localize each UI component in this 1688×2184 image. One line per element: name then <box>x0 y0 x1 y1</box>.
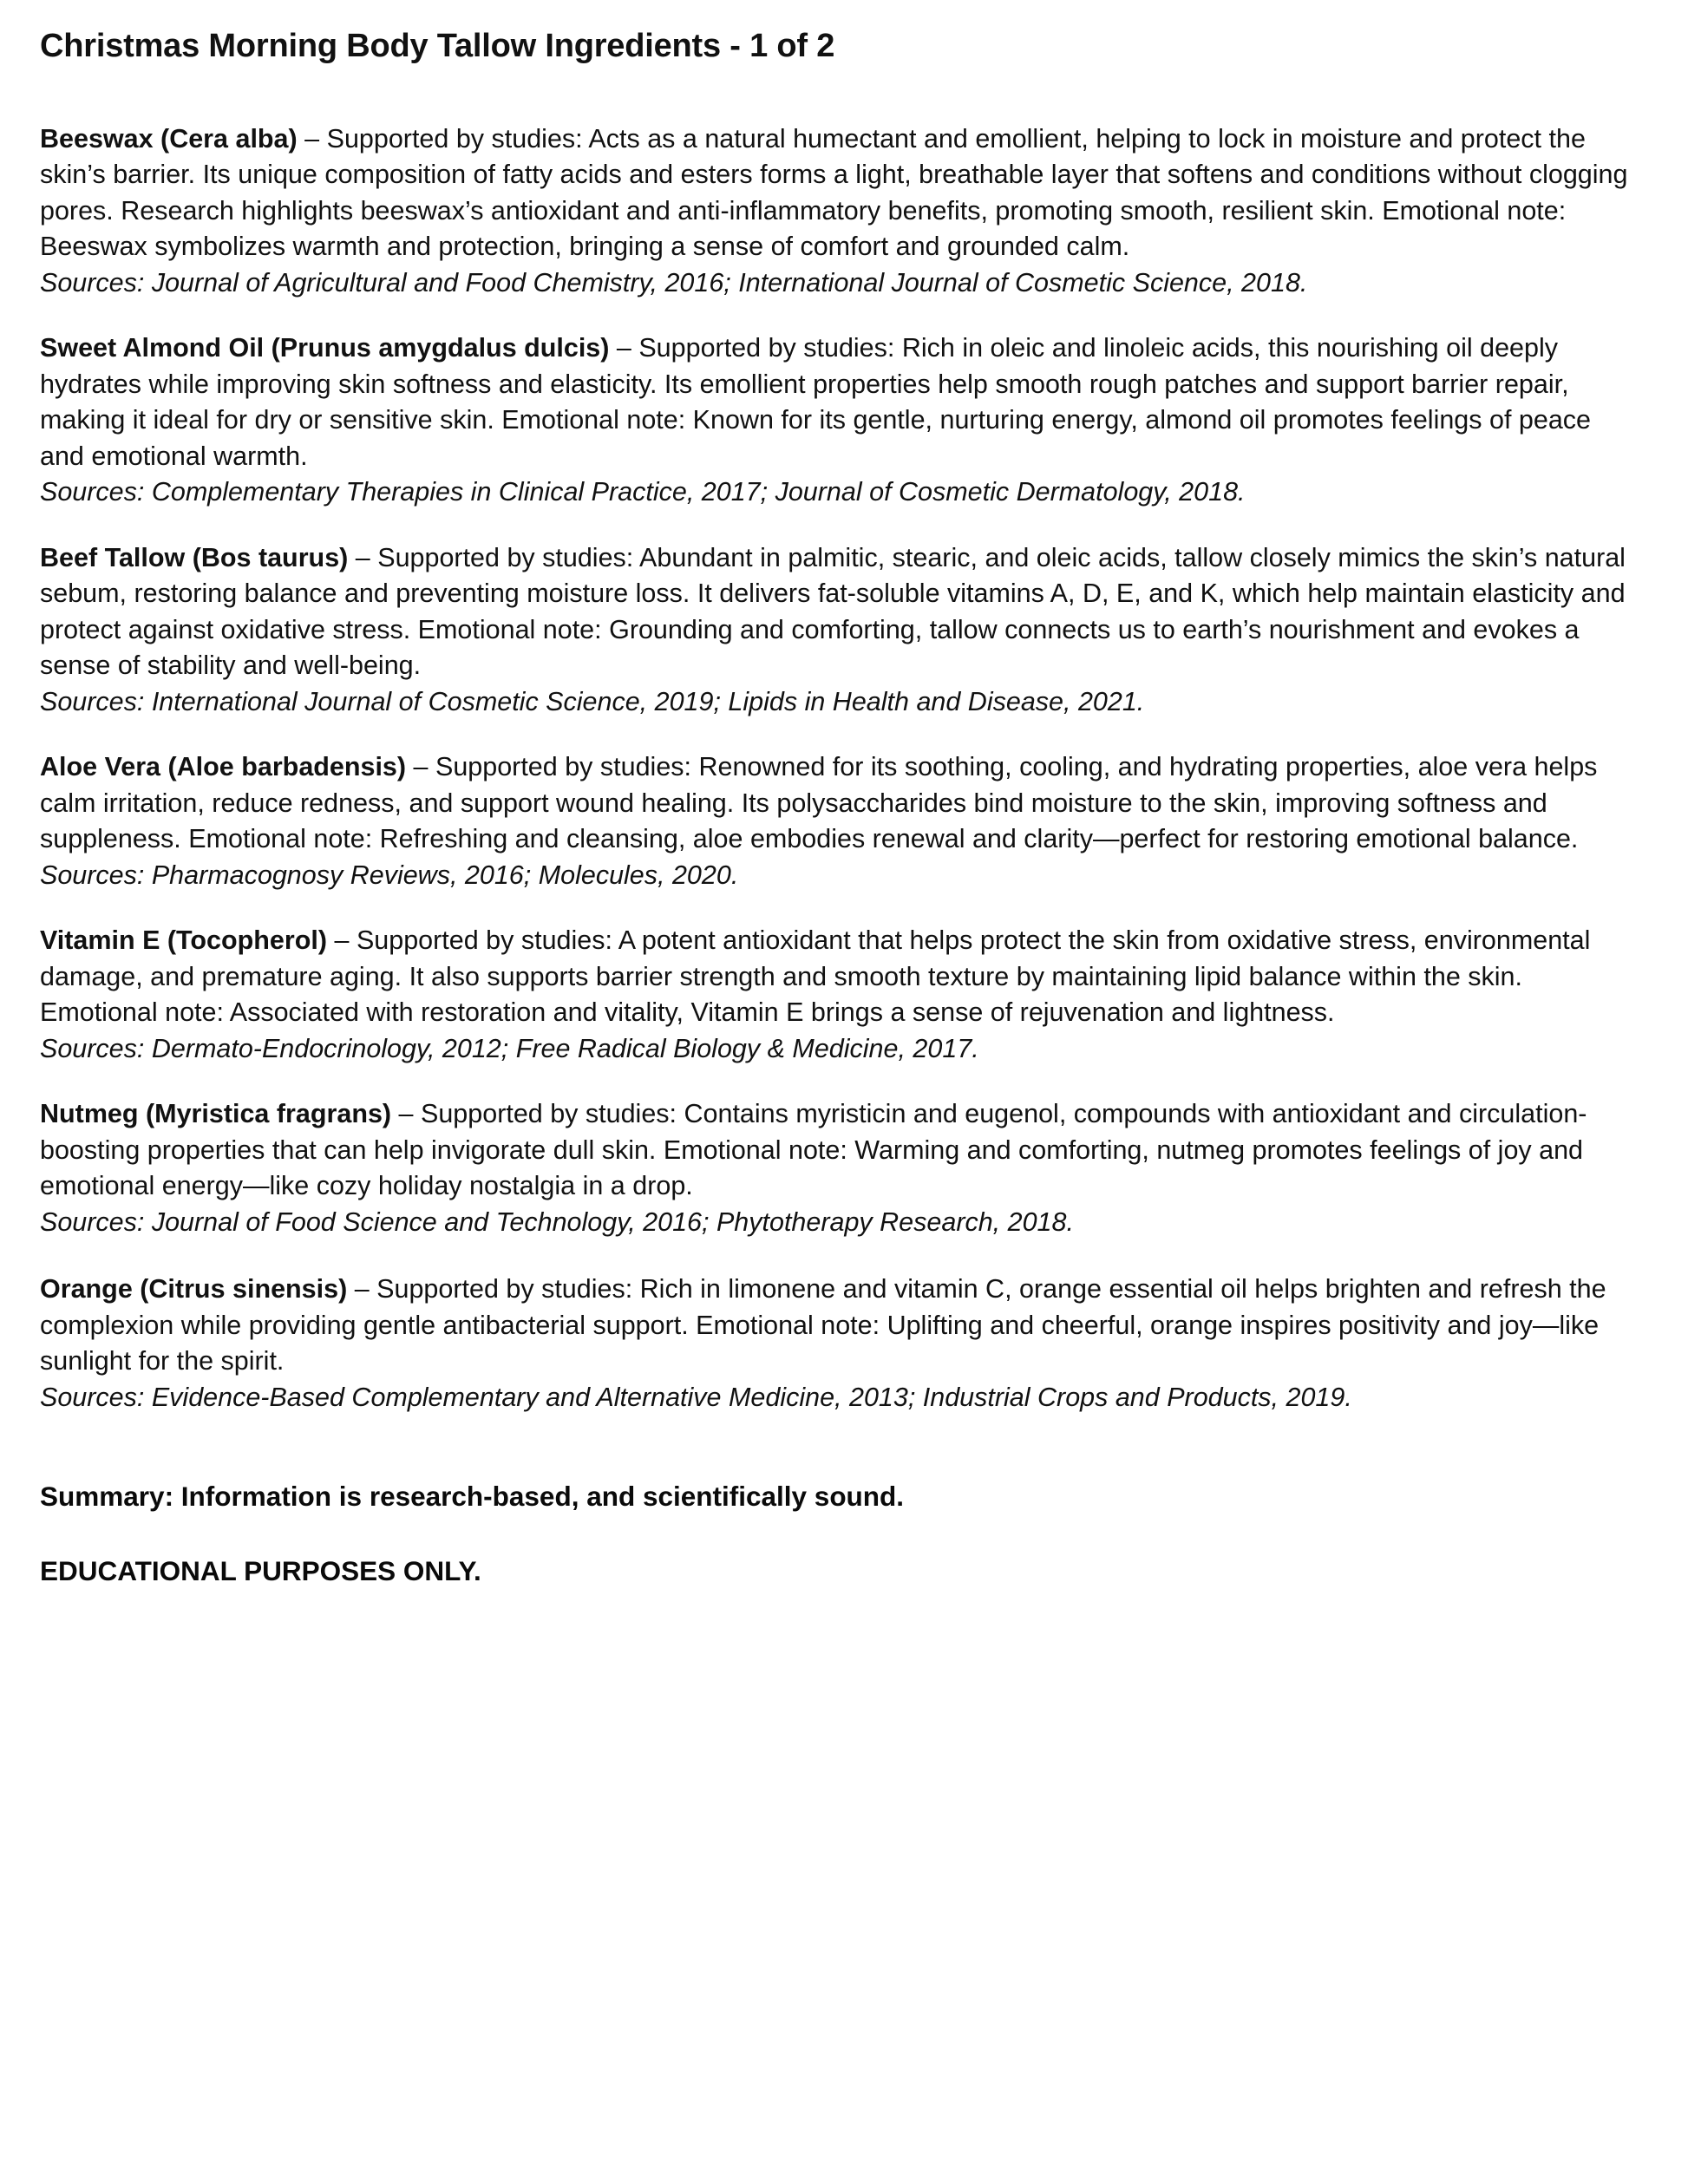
educational-disclaimer: EDUCATIONAL PURPOSES ONLY. <box>40 1555 481 1586</box>
ingredient-entry <box>40 121 1632 302</box>
ingredient-sources: Sources: International Journal of Cosmetic Science, 2019; Lipids in Health and Disease, 2021. <box>40 686 1145 716</box>
ingredient-separator: – <box>297 123 327 154</box>
ingredient-name: Aloe Vera (Aloe barbadensis) <box>40 752 407 781</box>
ingredient-sources: Sources: Journal of Agricultural and Food Chemistry, 2016; International Journal of Cosmetic Science, 2018. <box>40 267 1308 298</box>
ingredient-sources: Sources: Evidence-Based Complementary and Alternative Medicine, 2013; Industrial Crops and Products, 2019. <box>40 1382 1352 1412</box>
ingredient-body-text: Supported by studies: A potent antioxidant that helps protect the skin from oxidative stress, environmental damage, and premature aging. It also supports barrier strength and smooth texture by maintaining lipid balance within the skin. Emotional note: Associated with restoration and vitality, Vitamin E brings a sense of rejuvenation and lightness. <box>40 925 1591 1027</box>
ingredient-entry <box>40 923 1632 1067</box>
ingredient-body-text: Supported by studies: Acts as a natural humectant and emollient, helping to lock in moisture and protect the skin’s barrier. Its unique composition of fatty acids and esters forms a light, breathable layer that softens and conditions without clogging pores. Research highlights beeswax’s antioxidant and anti-inflammatory benefits, promoting smooth, resilient skin. Emotional note: Beeswax symbolizes warmth and protection, bringing a sense of comfort and grounded calm. <box>40 123 1628 261</box>
ingredient-description <box>40 540 1632 684</box>
ingredient-body-text: Supported by studies: Abundant in palmitic, stearic, and oleic acids, tallow closely mimics the skin’s natural sebum, restoring balance and preventing moisture loss. It delivers fat-soluble vitamins A, D, E, and K, which help maintain elasticity and protect against oxidative stress. Emotional note: Grounding and comforting, tallow connects us to earth’s nourishment and evokes a sense of stability and well-being. <box>40 542 1626 680</box>
ingredient-sources: Sources: Dermato-Endocrinology, 2012; Free Radical Biology & Medicine, 2017. <box>40 1033 979 1063</box>
ingredient-separator: – <box>406 752 435 781</box>
page-title: Christmas Morning Body Tallow Ingredients - 1 of 2 <box>40 28 835 64</box>
ingredient-description <box>40 1272 1632 1380</box>
ingredient-body-text: Supported by studies: Rich in oleic and linoleic acids, this nourishing oil deeply hydrates while improving skin softness and elasticity. Its emollient properties help smooth rough patches and support barrier repair, making it ideal for dry or sensitive skin. Emotional note: Known for its gentle, nurturing energy, almond oil promotes feelings of peace and emotional warmth. <box>40 333 1592 471</box>
ingredient-description <box>40 1096 1632 1205</box>
ingredient-entry <box>40 749 1632 893</box>
ingredient-entry <box>40 540 1632 721</box>
ingredient-body-text: Supported by studies: Renowned for its soothing, cooling, and hydrating properties, aloe vera helps calm irritation, reduce redness, and support wound healing. Its polysaccharides bind moisture to the skin, improving softness and suppleness. Emotional note: Refreshing and cleansing, aloe embodies renewal and clarity—perfect for restoring emotional balance. <box>40 752 1598 853</box>
ingredient-separator: – <box>609 333 639 363</box>
ingredient-description <box>40 330 1632 474</box>
ingredient-separator: – <box>348 542 378 572</box>
ingredient-name: Nutmeg (Myristica fragrans) <box>40 1099 392 1128</box>
ingredient-entry <box>40 330 1632 511</box>
ingredient-separator: – <box>327 925 357 955</box>
ingredient-description <box>40 749 1632 858</box>
ingredient-body-text: Supported by studies: Contains myristicin and eugenol, compounds with antioxidant and circulation-boosting properties that can help invigorate dull skin. Emotional note: Warming and comforting, nutmeg promotes feelings of joy and emotional energy—like cozy holiday nostalgia in a drop. <box>40 1099 1587 1200</box>
ingredient-description <box>40 923 1632 1031</box>
ingredient-sources: Sources: Pharmacognosy Reviews, 2016; Molecules, 2020. <box>40 860 739 890</box>
ingredient-sources: Sources: Complementary Therapies in Clinical Practice, 2017; Journal of Cosmetic Dermatology, 2018. <box>40 477 1246 507</box>
ingredient-description <box>40 121 1632 265</box>
ingredient-name: Sweet Almond Oil (Prunus amygdalus dulcis) <box>40 333 610 363</box>
ingredient-name: Vitamin E (Tocopherol) <box>40 925 328 955</box>
ingredient-entry <box>40 1272 1632 1416</box>
ingredient-name: Beeswax (Cera alba) <box>40 123 298 154</box>
ingredient-name: Beef Tallow (Bos taurus) <box>40 542 349 572</box>
ingredient-list <box>40 121 1636 1416</box>
ingredient-separator: – <box>391 1099 421 1128</box>
ingredient-entry <box>40 1096 1632 1240</box>
ingredient-name: Orange (Citrus sinensis) <box>40 1274 348 1304</box>
summary-statement: Summary: Information is research-based, and scientifically sound. <box>40 1481 905 1512</box>
ingredient-sources: Sources: Journal of Food Science and Technology, 2016; Phytotherapy Research, 2018. <box>40 1206 1074 1237</box>
ingredient-separator: – <box>347 1274 377 1304</box>
ingredient-body-text: Supported by studies: Rich in limonene and vitamin C, orange essential oil helps brighten and refresh the complexion while providing gentle antibacterial support. Emotional note: Uplifting and cheerful, orange inspires positivity and joy—like sunlight for the spirit. <box>40 1274 1606 1376</box>
